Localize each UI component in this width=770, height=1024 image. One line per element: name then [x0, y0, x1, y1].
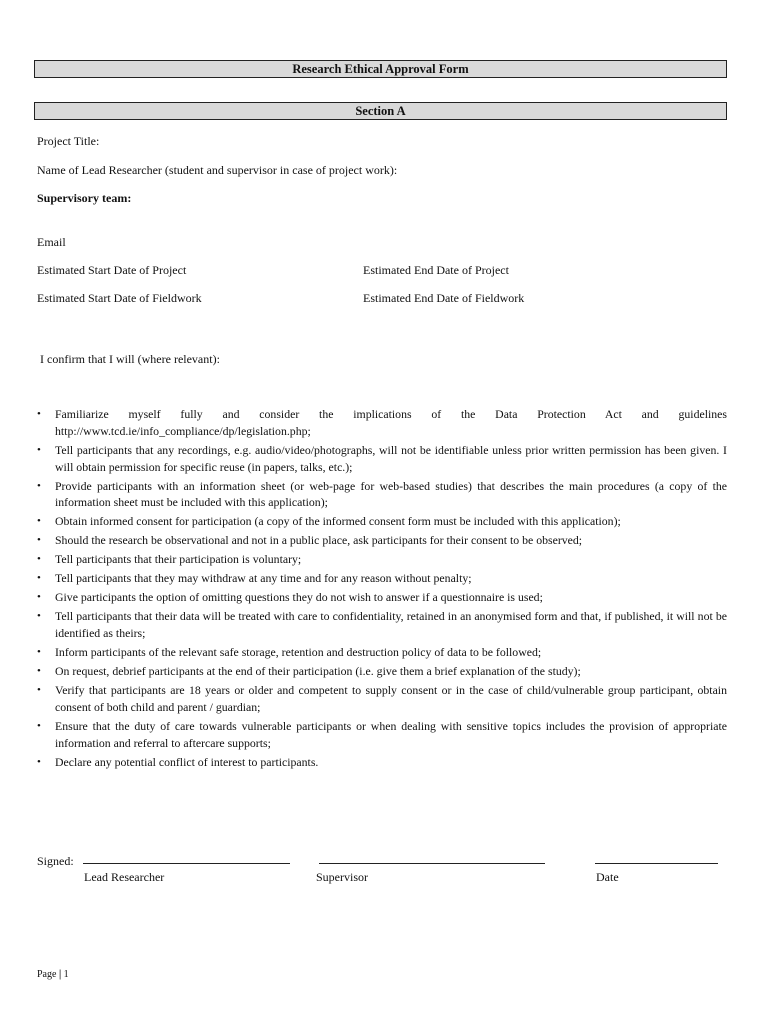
obligation-item: • Tell participants that their data will be treated with care to confidentiality, retained in an anonymised form and that, if published, it will not be identified as theirs;: [37, 609, 727, 641]
confirm-intro: I confirm that I will (where relevant):: [40, 352, 220, 366]
page-footer: [37, 969, 69, 980]
bullet-icon: •: [37, 515, 41, 528]
obligation-item: • Tell participants that they may withdraw at any time and for any reason without penalty;: [37, 571, 472, 586]
bullet-icon: •: [37, 719, 41, 732]
obligation-item: • Inform participants of the relevant safe storage, retention and destruction policy of data to be followed;: [37, 645, 542, 660]
lead-researcher-label: Name of Lead Researcher (student and supervisor in case of project work):: [37, 163, 398, 177]
obligations-list: [37, 406, 727, 773]
page-separator: |: [58, 969, 62, 980]
lead-researcher-caption: Lead Researcher: [84, 870, 165, 884]
obligation-item: • Verify that participants are 18 years or older and competent to supply consent or in the case of child/vulnerable group participant, obtain consent of both child and parent / guardian;: [37, 683, 727, 714]
section-title: Section A: [34, 102, 727, 120]
supervisor-caption: Supervisor: [316, 870, 368, 884]
obligation-item: • Tell participants that their participation is voluntary;: [37, 552, 302, 567]
bullet-icon: •: [37, 572, 41, 585]
obligation-item: • Ensure that the duty of care towards vulnerable participants or when dealing with sensitive topics includes the provision of appropriate information and referral to aftercare supports;: [37, 718, 727, 750]
bullet-icon: •: [37, 408, 41, 420]
bullet-icon: •: [37, 591, 41, 604]
page-number: 1: [63, 969, 69, 980]
obligation-item: • On request, debrief participants at the end of their participation (i.e. give them a brief explanation of the study);: [37, 664, 581, 679]
bullet-icon: •: [37, 610, 41, 623]
bullet-icon: •: [37, 553, 41, 566]
lead-researcher-signature-line: [83, 863, 290, 864]
project-title-label: Project Title:: [37, 134, 100, 148]
bullet-icon: •: [37, 443, 41, 456]
date-caption: Date: [596, 870, 619, 884]
obligation-item: • Declare any potential conflict of interest to participants.: [37, 754, 319, 769]
obligation-item: • Familiarize myself fully and consider the implications of the Data Protection Act and guidelines http://www.tcd.ie/info_compliance/dp/legislation.php;: [37, 407, 727, 438]
bullet-icon: •: [37, 684, 41, 697]
page-label: Page: [37, 969, 57, 980]
bullet-icon: •: [37, 479, 41, 492]
obligation-item: • Give participants the option of omitting questions they do not wish to answer if a questionnaire is used;: [37, 590, 543, 605]
bullet-icon: •: [37, 534, 41, 547]
obligation-item: • Tell participants that any recordings, e.g. audio/video/photographs, will not be identifiable unless prior written permission has been given. I will obtain permission for specific reuse (in papers, talks, etc.);: [37, 442, 727, 474]
email-label: Email: [37, 235, 66, 249]
obligation-item: • Provide participants with an information sheet (or web-page for web-based studies) that describes the main procedures (a copy of the information sheet must be included with this application);: [37, 478, 727, 510]
end-fieldwork-label: Estimated End Date of Fieldwork: [363, 291, 525, 305]
obligation-item: • Obtain informed consent for participation (a copy of the informed consent form must be included with this application);: [37, 514, 621, 529]
bullet-icon: •: [37, 646, 41, 659]
date-signature-line: [595, 863, 718, 864]
bullet-icon: •: [37, 665, 41, 678]
start-fieldwork-label: Estimated Start Date of Fieldwork: [37, 291, 202, 305]
bullet-icon: •: [37, 755, 41, 768]
form-title: Research Ethical Approval Form: [34, 60, 727, 78]
obligation-item: • Should the research be observational and not in a public place, ask participants for their consent to be observed;: [37, 533, 583, 548]
supervisor-signature-line: [319, 863, 545, 864]
supervisory-team-label: Supervisory team:: [37, 191, 132, 205]
signed-label: Signed:: [37, 854, 74, 868]
start-project-label: Estimated Start Date of Project: [37, 263, 187, 277]
end-project-label: Estimated End Date of Project: [363, 263, 509, 277]
